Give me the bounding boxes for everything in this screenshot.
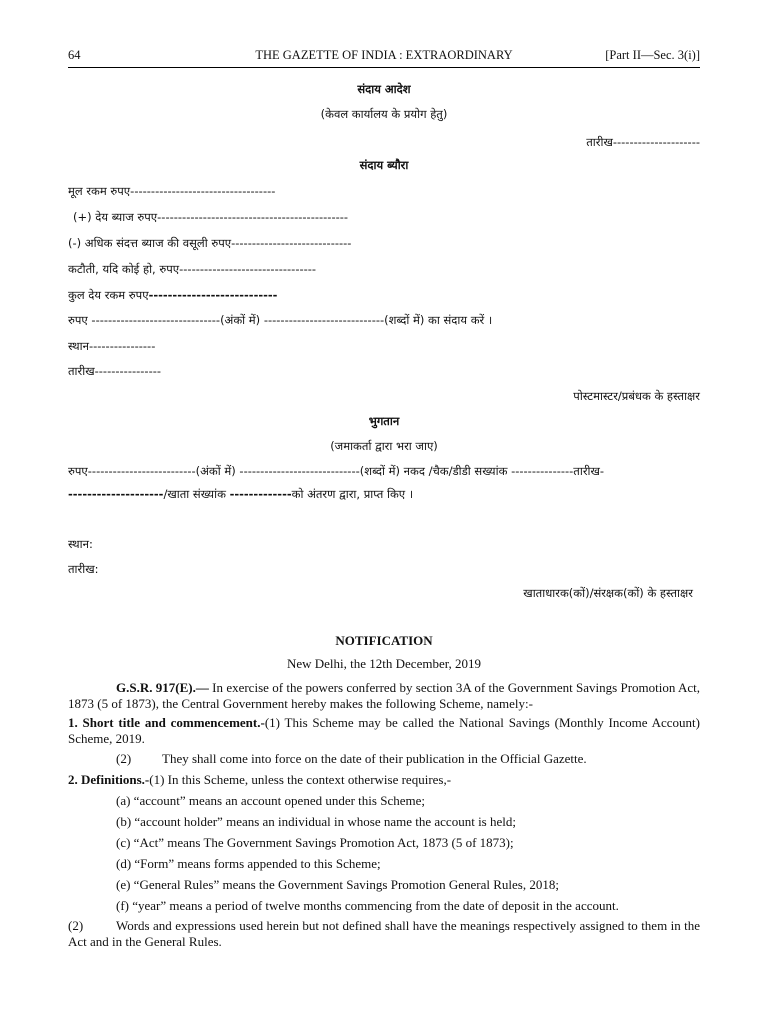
form-subheading-depositor: (जमाकर्ता द्वारा भरा जाए) [330,439,438,453]
section-2-paragraph [68,772,451,788]
gsr-text: In exercise of the powers conferred by section 3A of the Government Savings Promotion Act, 1873 (5 of 1873), the Central Government hereby makes the following Scheme, namely:- [68,680,700,711]
account-holder-signature: खाताधारक(कों)/संरक्षक(कों) के हस्ताक्षर [523,586,693,600]
form-heading-order: संदाय आदेश [357,82,411,96]
form-heading-payment: भुगतान [368,414,400,428]
form-line-total [68,288,277,303]
part-section: [Part II—Sec. 3(i)] [605,48,700,62]
definition-c: (c) “Act” means The Government Savings Promotion Act, 1873 (5 of 1873); [116,835,514,850]
definition-e: (e) “General Rules” means the Government Savings Promotion General Rules, 2018; [116,877,559,892]
notification-title: NOTIFICATION [335,633,433,648]
payment-line-2-account: /खाता संख्यांक [163,487,230,501]
postmaster-signature: पोस्टमास्टर/प्रबंधक के हस्ताक्षर [573,389,700,403]
section-1-2-text: They shall come into force on the date of their publication in the Official Gazette. [162,751,587,766]
gazette-title: THE GAZETTE OF INDIA : EXTRAORDINARY [255,48,513,62]
gsr-paragraph [68,680,700,712]
definition-a: (a) “account” means an account opened under this Scheme; [116,793,425,808]
section-2-2-paragraph [68,918,700,950]
section-1-2-number: (2) [116,751,132,766]
definition-d: (d) “Form” means forms appended to this Scheme; [116,856,381,871]
form-line-total-dashes: --------------------------- [148,288,278,302]
payment-line-2-dashes-a: -------------------- [68,487,164,501]
form-date-line: तारीख--------------------- [586,135,700,149]
section-2-label: 2. Definitions.- [68,772,150,787]
section-1-paragraph [68,715,700,747]
form-line-total-label: कुल देय रकम रुपए [68,288,149,302]
definition-b: (b) “account holder” means an individual in whose name the account is held; [116,814,516,829]
form-date: तारीख: [68,562,99,576]
section-1-text: (1) This Scheme may be called the National Savings (Monthly Income Account) Scheme, 2019. [68,715,700,746]
payment-line-2-dashes-b: ------------- [229,487,292,501]
form-line-place: स्थान---------------- [68,339,156,353]
form-heading-payment-details: संदाय ब्यौरा [359,158,409,172]
section-2-2-number: (2) [68,918,84,933]
notification-dateline: New Delhi, the 12th December, 2019 [286,656,482,671]
form-line-deduction: कटौती, यदि कोई हो, रुपए--------------------------------- [68,262,317,276]
section-2-2-text: Words and expressions used herein but not defined shall have the meanings respectively assigned to them in the Act and in the General Rules. [68,918,700,949]
form-place: स्थान: [68,537,93,551]
page-number: 64 [68,48,81,62]
section-2-text: (1) In this Scheme, unless the context otherwise requires,- [149,772,452,787]
form-line-date: तारीख---------------- [68,364,162,378]
form-line-interest: (+) देय ब्याज रुपए---------------------------------------------- [73,210,349,224]
definition-f: (f) “year” means a period of twelve months commencing from the date of deposit in the account. [116,898,619,913]
form-line-amount: रुपए -------------------------------(अंकों में) -----------------------------(शब्दों में) का संदाय करें । [68,313,493,327]
header-rule [68,67,700,68]
payment-line-1: रुपए--------------------------(अंकों में) -----------------------------(शब्दों में) नकद /चैक/डीडी सख्यांक ---------------तारीख- [68,464,605,478]
section-1-label: 1. Short title and commencement.- [68,715,265,730]
form-line-excess-interest: (-) अधिक संदत्त ब्याज की वसूली रुपए----------------------------- [68,236,352,250]
form-subheading-office-use: (केवल कार्यालय के प्रयोग हेतु) [320,107,448,121]
form-line-principal: मूल रकम रुपए----------------------------------- [68,184,276,198]
payment-line-2 [68,487,413,502]
gsr-label: G.S.R. 917(E).— [116,680,209,695]
payment-line-2-received: को अंतरण द्वारा, प्राप्त किए । [291,487,414,501]
